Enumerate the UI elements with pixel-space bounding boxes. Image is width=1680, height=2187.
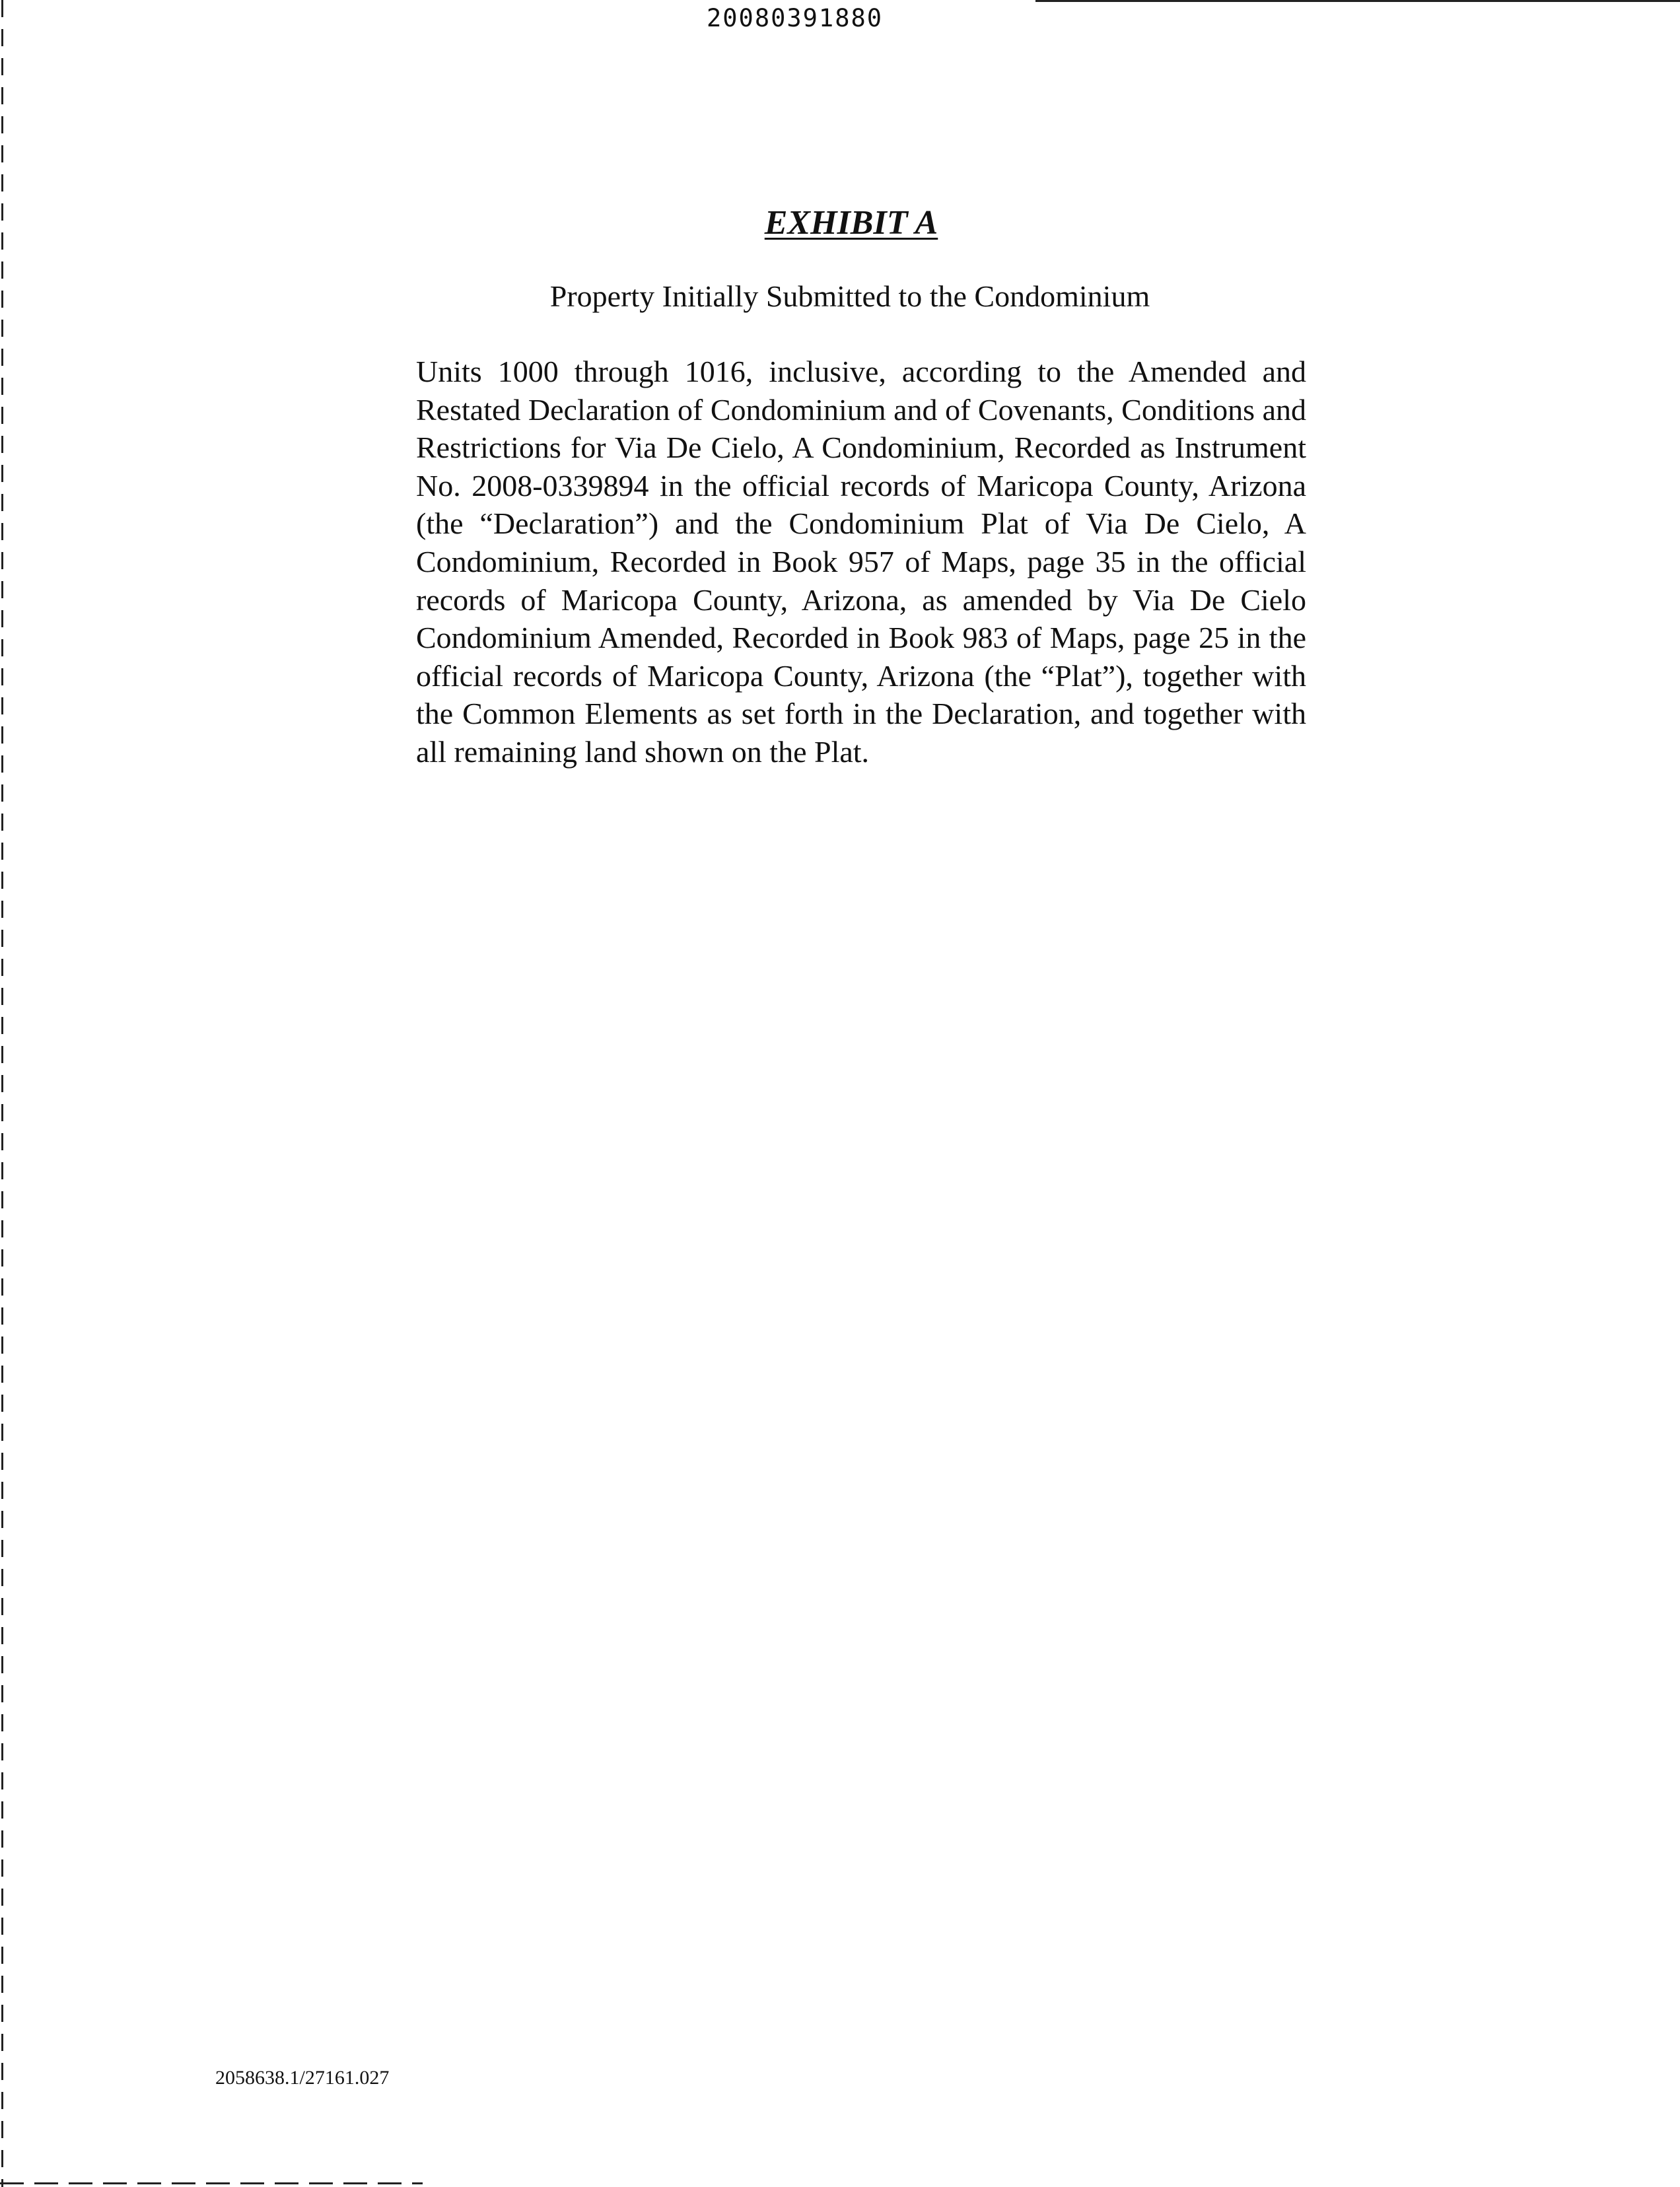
legal-description: Units 1000 through 1016, inclusive, according to the Amended and Restated Declaration of Condominium and of Covenants, Conditions and Restrictions for Via De Cielo, A Condominium, Recorded as Instrument No. 2008-0339894 in the official records of Maricopa County, Arizona (the “Declaration”) and the Condominium Plat of Via De Cielo, A Condominium, Recorded in Book 957 of Maps, page 35 in the official records of Maricopa County, Arizona, as amended by Via De Cielo Condominium Amended, Recorded in Book 983 of Maps, page 25 in the official records of Maricopa County, Arizona (the “Plat”), together with the Common Elements as set forth in the Declaration, and together with all remaining land shown on the Plat. (416, 355, 1306, 769)
exhibit-subtitle: Property Initially Submitted to the Condominium (549, 279, 1150, 313)
scan-bottom-edge-marks (0, 2182, 423, 2184)
scan-top-rule (1035, 0, 1680, 2)
scan-left-edge-marks (1, 0, 3, 2187)
document-id: 2058638.1/27161.027 (215, 2067, 390, 2089)
recording-number: 20080391880 (707, 4, 884, 32)
exhibit-title: EXHIBIT A (764, 204, 938, 242)
